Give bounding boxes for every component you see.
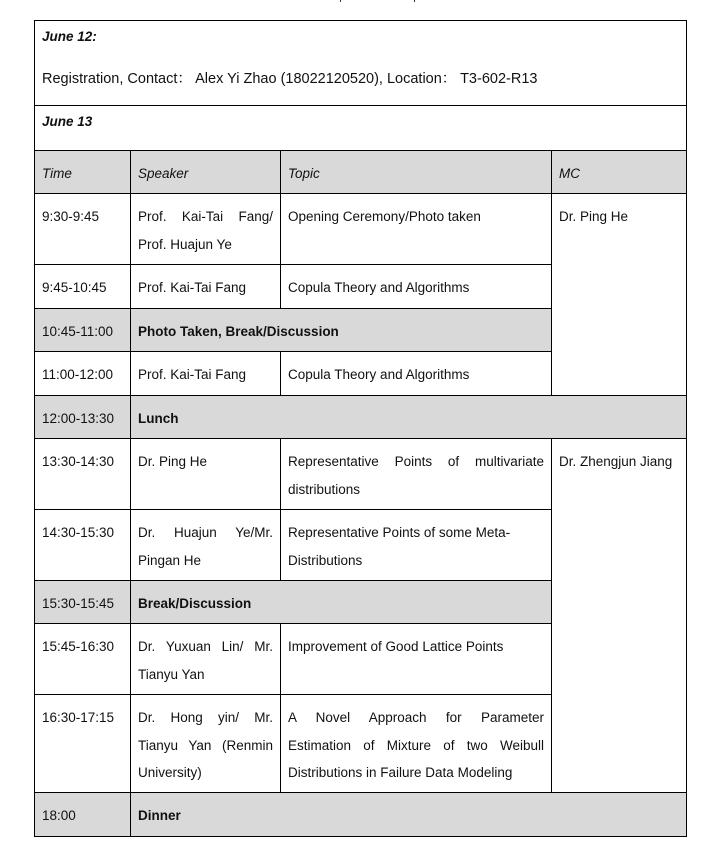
mc-cell-morning: Dr. Ping He	[552, 194, 687, 396]
time-cell: 15:45-16:30	[35, 624, 131, 695]
column-header-time: Time	[35, 151, 131, 194]
topic-cell: Opening Ceremony/Photo taken	[281, 194, 552, 265]
topic-cell: Copula Theory and Algorithms	[281, 265, 552, 309]
table-header-row	[35, 151, 687, 194]
speaker-cell: Dr. Hong yin/ Mr. Tianyu Yan (Renmin University)	[131, 695, 281, 793]
speaker-cell: Prof. Kai-Tai Fang	[131, 352, 281, 396]
time-cell: 16:30-17:15	[35, 695, 131, 793]
time-cell: 11:00-12:00	[35, 352, 131, 396]
time-cell: 9:30-9:45	[35, 194, 131, 265]
june12-heading: June 12:	[42, 29, 97, 44]
event-cell: Break/Discussion	[131, 581, 552, 624]
speaker-cell: Dr. Yuxuan Lin/ Mr. Tianyu Yan	[131, 624, 281, 695]
time-cell: 15:30-15:45	[35, 581, 131, 624]
time-cell: 12:00-13:30	[35, 396, 131, 439]
speaker-cell: Dr. Huajun Ye/Mr. Pingan He	[131, 510, 281, 581]
column-header-mc: MC	[552, 151, 687, 194]
topic-cell: Copula Theory and Algorithms	[281, 352, 552, 396]
time-cell: 9:45-10:45	[35, 265, 131, 309]
speaker-cell: Dr. Ping He	[131, 439, 281, 510]
speaker-cell: Prof. Kai-Tai Fang/ Prof. Huajun Ye	[131, 194, 281, 265]
speaker-cell: Prof. Kai-Tai Fang	[131, 265, 281, 309]
table-row	[35, 194, 687, 265]
registration-info: Registration, Contact： Alex Yi Zhao (18022120520), Location： T3-602-R13	[42, 71, 538, 87]
june12-row	[35, 21, 687, 106]
event-cell: Dinner	[131, 793, 687, 837]
topic-cell: Improvement of Good Lattice Points	[281, 624, 552, 695]
time-cell: 14:30-15:30	[35, 510, 131, 581]
table-row	[35, 439, 687, 510]
lunch-row	[35, 396, 687, 439]
time-cell: 18:00	[35, 793, 131, 837]
event-cell: Photo Taken, Break/Discussion	[131, 309, 552, 352]
event-cell: Lunch	[131, 396, 687, 439]
column-header-topic: Topic	[281, 151, 552, 194]
mc-cell-afternoon: Dr. Zhengjun Jiang	[552, 439, 687, 793]
june13-heading: June 13	[35, 106, 687, 151]
schedule-table	[34, 20, 687, 837]
june12-cell	[35, 21, 687, 106]
june13-row	[35, 106, 687, 151]
time-cell: 10:45-11:00	[35, 309, 131, 352]
topic-cell: A Novel Approach for Parameter Estimation of Mixture of two Weibull Distributions in Failure Data Modeling	[281, 695, 552, 793]
page-edge-marks	[340, 0, 420, 2]
dinner-row	[35, 793, 687, 837]
topic-cell: Representative Points of some Meta-Distributions	[281, 510, 552, 581]
topic-cell: Representative Points of multivariate distributions	[281, 439, 552, 510]
time-cell: 13:30-14:30	[35, 439, 131, 510]
column-header-speaker: Speaker	[131, 151, 281, 194]
